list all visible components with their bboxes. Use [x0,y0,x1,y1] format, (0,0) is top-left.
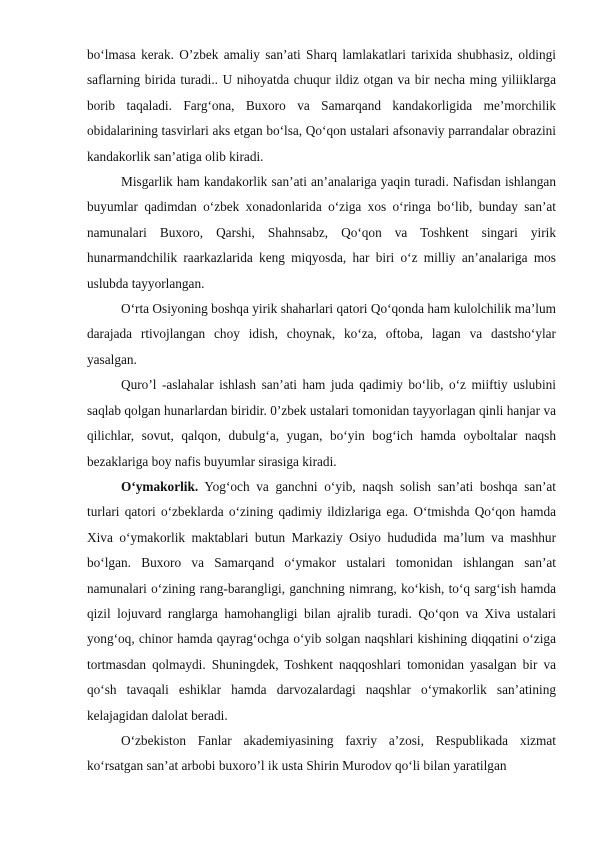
paragraph-text: O‘zbekiston Fanlar akademiyasining faxriy a’zosi, Respublikada xizmat ko‘rsatgan san’at arbobi buxoro’l ik usta Shirin Murodov qo‘li bilan yaratilgan [87,732,556,774]
paragraph-fanlar-akademiyasi [87,728,556,779]
paragraph-text: Quro’l -aslahalar ishlash san’ati ham juda qadimiy bo‘lib, o‘z miiftiy uslubini saqlab qolgan hunarlardan biridir. 0’zbek ustalari tomonidan tayyorlagan qinli hanjar va qilichlar, sovut, qalqon, dubulg‘a, yugan, bo‘yin bog‘ich hamda oyboltalar naqsh bezaklariga boy nafis buyumlar sirasiga kiradi. [87,377,556,469]
paragraph-text: bo‘lmasa kerak. O’zbek amaliy san’ati Sharq lamlakatlari tarixida shubhasiz, oldingi saflarning birida turadi.. U nihoyatda chuqur ildiz otgan va bir necha ming yiliiklarga borib taqaladi. Farg‘ona, Buxoro va Samarqand kandakorligida me’morchilik obidalarining tasvirlari aks etgan bo‘lsa, Qo‘qon ustalari afsonaviy parrandalar obrazini kandakorlik san’atiga olib kiradi. [87,47,556,164]
paragraph-misgarlik [87,169,556,296]
paragraph-text: Misgarlik ham kandakorlik san’ati an’analariga yaqin turadi. Nafisdan ishlangan buyumlar qadimdan o‘zbek xonadonlarida o‘ziga xos o‘ringa bo‘lib, bunday san’at namunalari Buxoro, Qarshi, Shahnsabz, Qo‘qon va Toshkent singari yirik hunarmandchilik raarkazlarida keng miqyosda, har biri o‘z milliy an’analariga mos uslubda tayyorlangan. [87,174,556,291]
section-term: O‘ymakorlik. [121,478,199,494]
paragraph-kulolchilik [87,296,556,372]
paragraph-kandakorlik [87,42,556,169]
paragraph-text: Yog‘och va ganchni o‘yib, naqsh solish san’ati boshqa san’at turlari qatori o‘zbeklarda o‘zining qadimiy ildizlariga ega. O‘tmishda Qo‘qon hamda Xiva o‘ymakorlik maktablari butun Markaziy Osiyo hududida ma’lum va mashhur bo‘lgan. Buxoro va Samarqand o‘ymakor ustalari tomonidan ishlangan san’at namunalari o‘zining rang-barangligi, ganchning nimrang, ko‘kish, to‘q sarg‘ish hamda qizil lojuvard ranglarga hamohangligi bilan ajralib turadi. Qo‘qon va Xiva ustalari yong‘oq, chinor hamda qayrag‘ochga o‘yib solgan naqshlari kishining diqqatini o‘ziga tortmasdan qolmaydi. Shuningdek, Toshkent naqqoshlari tomonidan yasalgan bir va qo‘sh tavaqali eshiklar hamda darvozalardagi naqshlar o‘ymakorlik san’atining kelajagidan dalolat beradi. [87,478,556,723]
paragraph-oymakorlik [87,474,556,728]
paragraph-qurol-aslaha [87,372,556,474]
paragraph-text: O‘rta Osiyoning boshqa yirik shaharlari qatori Qo‘qonda ham kulolchilik ma’lum darajada rtivojlangan choy idish, choynak, ko‘za, oftoba, lagan va dastsho‘ylar yasalgan. [87,301,556,367]
